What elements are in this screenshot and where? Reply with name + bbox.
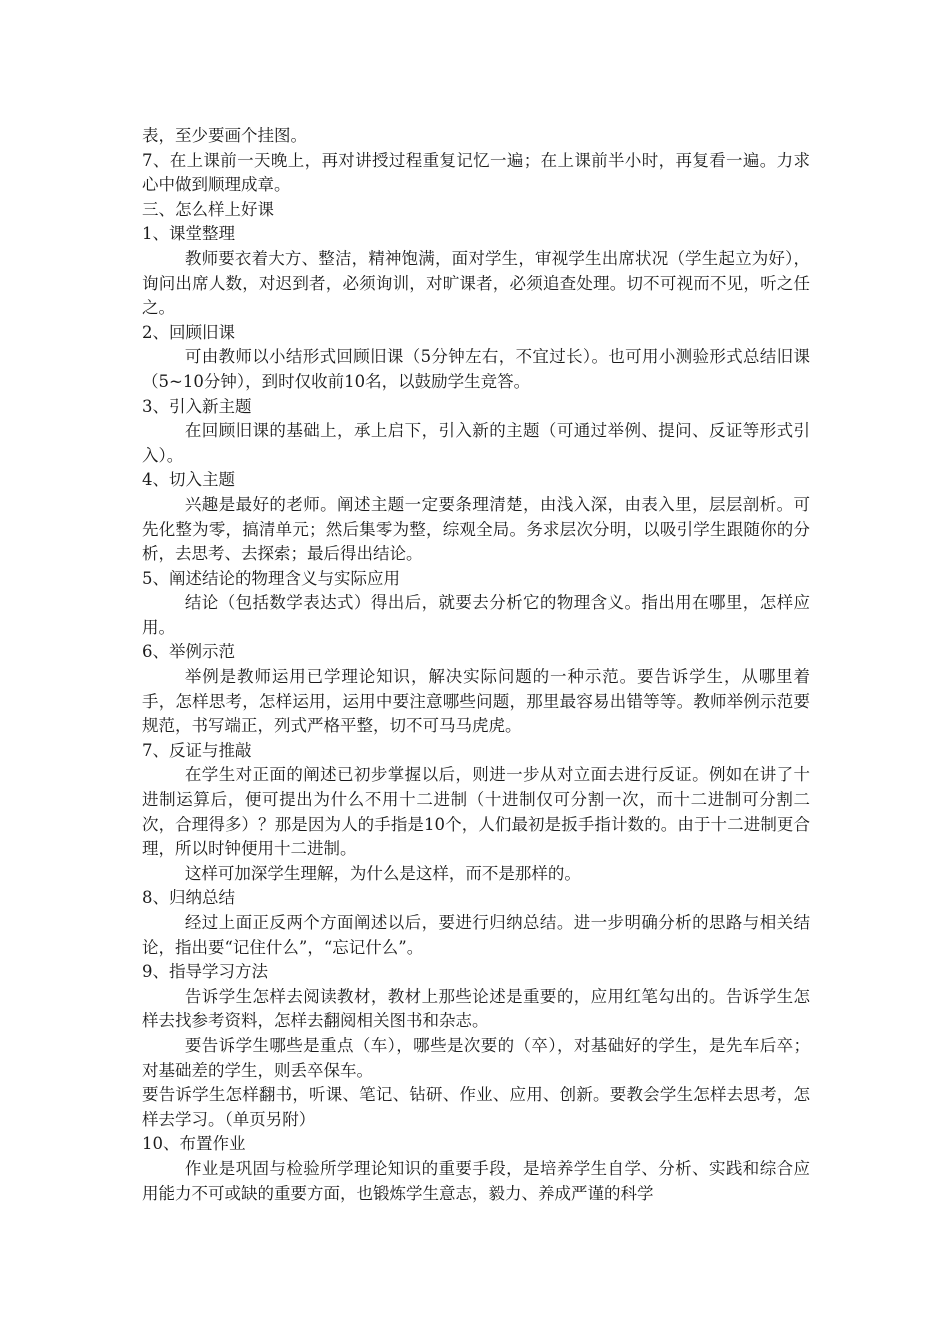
paragraph: 作业是巩固与检验所学理论知识的重要手段，是培养学生自学、分析、实践和综合应用能力不可或缺的重要方面，也锻炼学生意志，毅力、养成严谨的科学	[142, 1158, 810, 1203]
paragraph: 要告诉学生哪些是重点（车），哪些是次要的（卒），对基础好的学生，是先车后卒；对基础差的学生，则丢卒保车。	[142, 1035, 810, 1080]
text-line: 表，至少要画个挂图。	[142, 126, 307, 145]
document-body	[142, 124, 810, 1206]
subsection-heading: 9、指导学习方法	[142, 962, 268, 982]
subsection-heading: 10、布置作业	[142, 1134, 246, 1154]
paragraph: 举例是教师运用已学理论知识，解决实际问题的一种示范。要告诉学生，从哪里着手，怎样思考，怎样运用，运用中要注意哪些问题，那里最容易出错等等。教师举例示范要规范，书写端正，列式严格平整，切不可马马虎虎。	[142, 667, 810, 736]
paragraph: 可由教师以小结形式回顾旧课（5分钟左右，不宜过长）。也可用小测验形式总结旧课（5~10分钟），到时仅收前10名，以鼓励学生竞答。	[142, 347, 810, 391]
paragraph: 在学生对正面的阐述已初步掌握以后，则进一步从对立面去进行反证。例如在讲了十进制运算后，便可提出为什么不用十二进制（十进制仅可分割一次，而十二进制可分割二次，合理得多）？那是因为人的手指是10个，人们最初是扳手指计数的。由于十二进制更合理，所以时钟便用十二进制。	[142, 765, 810, 859]
paragraph: 经过上面正反两个方面阐述以后，要进行归纳总结。进一步明确分析的思路与相关结论，指出要“记住什么”，“忘记什么”。	[142, 913, 810, 957]
paragraph: 教师要衣着大方、整洁，精神饱满，面对学生，审视学生出席状况（学生起立为好），询问出席人数，对迟到者，必须询训，对旷课者，必须追查处理。切不可视而不见，听之任之。	[142, 248, 810, 318]
subsection-heading: 7、反证与推敲	[142, 740, 252, 760]
paragraph: 告诉学生怎样去阅读教材，教材上那些论述是重要的，应用红笔勾出的。告诉学生怎样去找参考资料，怎样去翻阅相关图书和杂志。	[142, 986, 810, 1031]
paragraph: 要告诉学生怎样翻书，听课、笔记、钻研、作业、应用、创新。要教会学生怎样去思考，怎样去学习。（单页另附）	[142, 1085, 810, 1129]
subsection-heading: 5、阐述结论的物理含义与实际应用	[142, 568, 400, 588]
section-heading: 三、怎么样上好课	[142, 199, 274, 219]
subsection-heading: 3、引入新主题	[142, 396, 252, 416]
paragraph: 结论（包括数学表达式）得出后，就要去分析它的物理含义。指出用在哪里，怎样应用。	[142, 593, 810, 637]
subsection-heading: 6、举例示范	[142, 642, 235, 662]
subsection-heading: 1、课堂整理	[142, 224, 235, 244]
paragraph: 在回顾旧课的基础上，承上启下，引入新的主题（可通过举例、提问、反证等形式引入）。	[142, 421, 810, 465]
subsection-heading: 4、切入主题	[142, 470, 235, 490]
paragraph: 兴趣是最好的老师。阐述主题一定要条理清楚，由浅入深，由表入里，层层剖析。可先化整为零，搞清单元；然后集零为整，综观全局。务求层次分明，以吸引学生跟随你的分析，去思考、去探索；最后得出结论。	[142, 494, 810, 564]
subsection-heading: 8、归纳总结	[142, 888, 235, 908]
subsection-heading: 2、回顾旧课	[142, 322, 235, 342]
paragraph: 这样可加深学生理解，为什么是这样，而不是那样的。	[184, 863, 581, 883]
text-line: 7、在上课前一天晚上，再对讲授过程重复记忆一遍；在上课前半小时，再复看一遍。力求心中做到顺理成章。	[142, 150, 810, 195]
